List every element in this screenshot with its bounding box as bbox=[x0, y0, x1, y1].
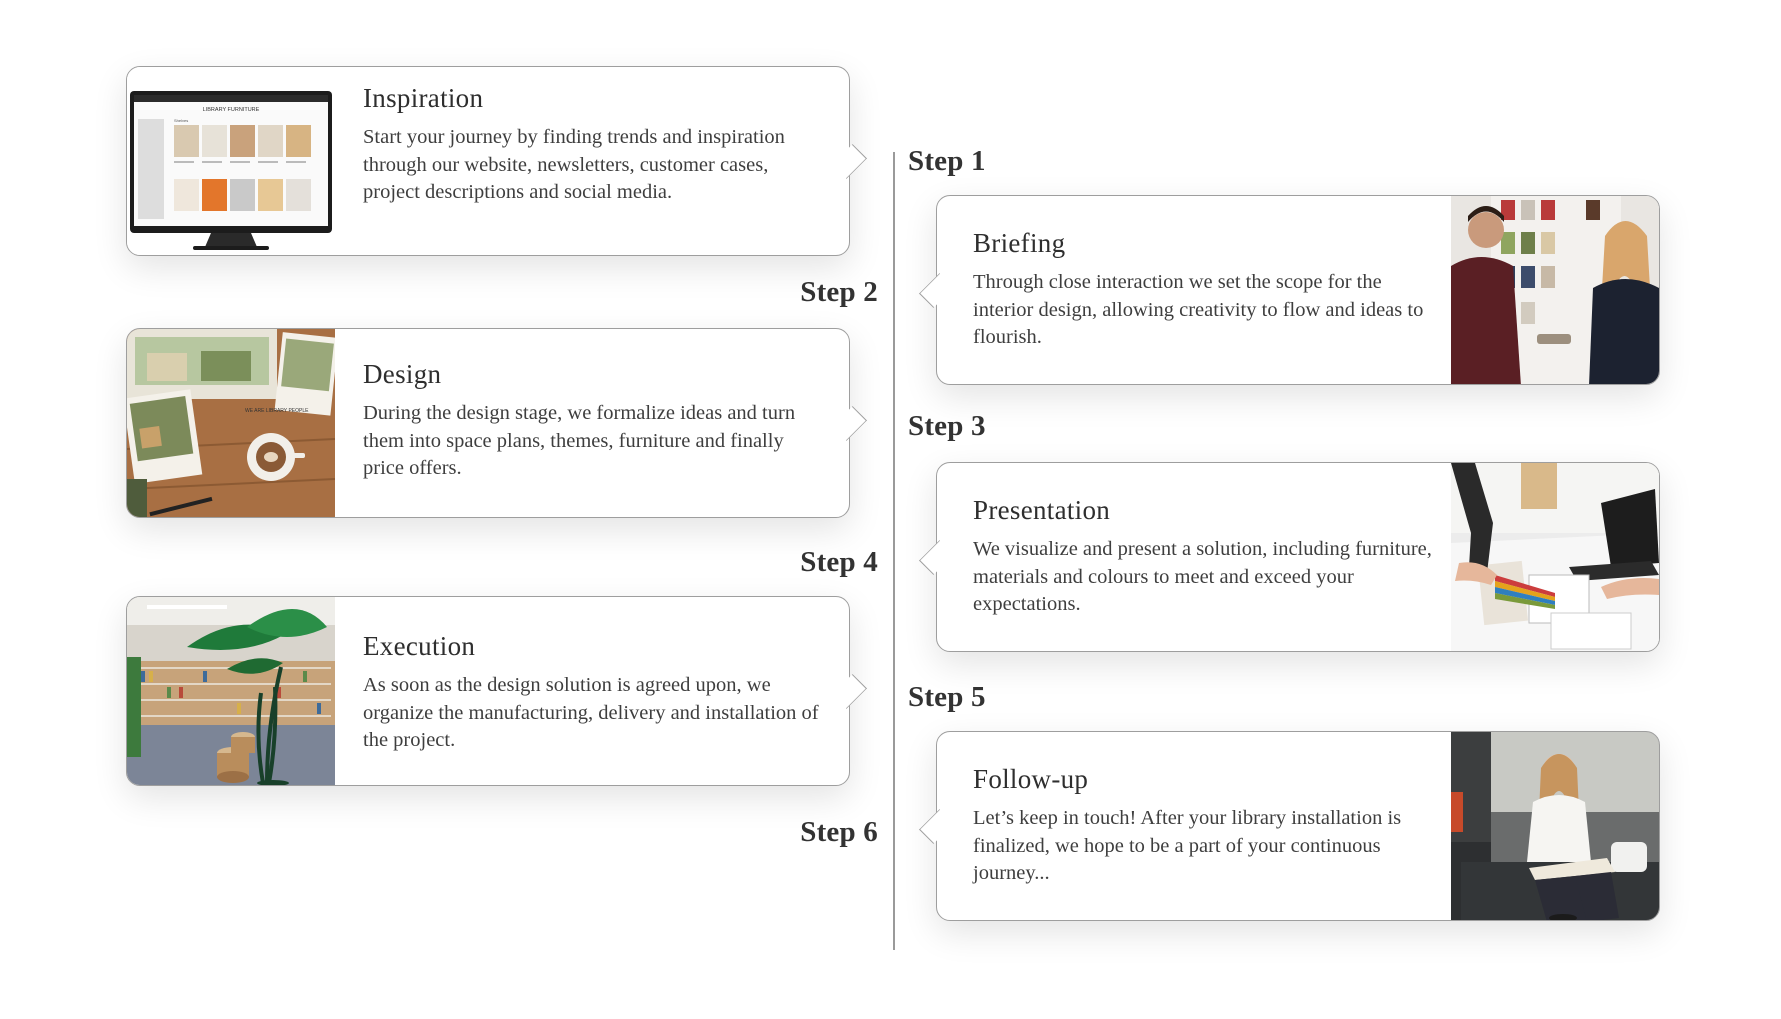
card-description: Let’s keep in touch! After your library installation is finalized, we hope to be a part of your continuous journey... bbox=[973, 807, 1402, 884]
card-title: Presentation bbox=[973, 495, 1111, 525]
card-description: Start your journey by finding trends and inspiration through our website, newsletters, customer cases, project descriptions and social media. bbox=[363, 126, 785, 203]
print-caption: WE ARE LIBRARY PEOPLE bbox=[245, 408, 309, 414]
step-label-5: Step 5 bbox=[908, 681, 986, 713]
card-inspiration bbox=[126, 66, 850, 256]
card-briefing bbox=[936, 195, 1660, 385]
follow-up-photo bbox=[1451, 732, 1659, 920]
card-title: Briefing bbox=[973, 228, 1066, 258]
card-design bbox=[126, 328, 850, 518]
card-title: Inspiration bbox=[363, 83, 484, 113]
card-description: During the design stage, we formalize ideas and turn them into space plans, themes, furniture and finally price offers. bbox=[363, 402, 796, 479]
monitor-heading: Shelves bbox=[174, 118, 189, 123]
card-description: Through close interaction we set the scope for the interior design, allowing creativity to flow and ideas to flourish. bbox=[973, 271, 1424, 348]
card-follow-up bbox=[936, 731, 1660, 921]
library-interior-image bbox=[127, 597, 335, 785]
card-presentation bbox=[936, 462, 1660, 652]
presentation-photo bbox=[1451, 463, 1659, 651]
card-execution bbox=[126, 596, 850, 786]
card-title: Design bbox=[363, 359, 442, 389]
design-prints-image bbox=[127, 329, 335, 517]
step-label-6: Step 6 bbox=[800, 816, 878, 848]
step-label-2: Step 2 bbox=[800, 276, 878, 308]
briefing-photo bbox=[1451, 196, 1659, 384]
monitor-site-title: LIBRARY FURNITURE bbox=[202, 107, 260, 113]
timeline-line bbox=[893, 152, 895, 950]
step-label-1: Step 1 bbox=[908, 145, 986, 177]
card-title: Follow-up bbox=[973, 764, 1089, 794]
website-monitor-image bbox=[127, 67, 335, 255]
step-label-4: Step 4 bbox=[800, 546, 878, 578]
card-title: Execution bbox=[363, 631, 476, 661]
step-label-3: Step 3 bbox=[908, 410, 986, 442]
card-description: As soon as the design solution is agreed upon, we organize the manufacturing, delivery and installation of the project. bbox=[363, 674, 819, 751]
card-description: We visualize and present a solution, including furniture, materials and colours to meet and exceed your expectations. bbox=[973, 538, 1432, 615]
